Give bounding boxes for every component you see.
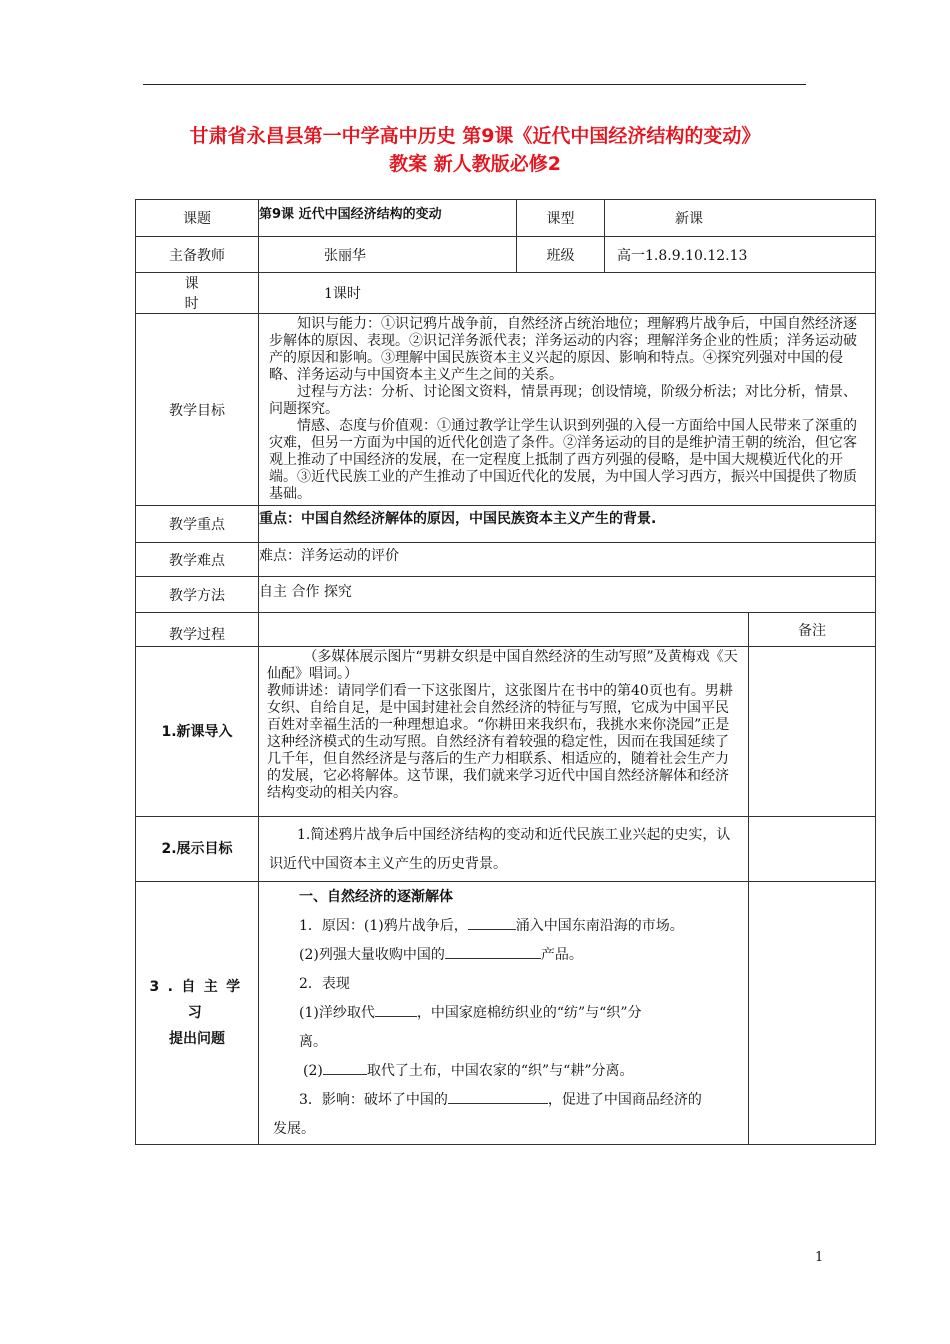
section3-line-4: (1)洋纱取代 ，中国家庭棉纺织业的“纺”与“织”分 [271,999,740,1028]
focus-label: 教学重点 [136,506,259,543]
section2-content [259,817,749,882]
method-label: 教学方法 [136,577,259,613]
type-value: 新课 [605,200,876,237]
section1-row [136,647,876,817]
section3-label [136,882,259,1145]
goals-content [259,314,876,506]
process-row [136,613,876,647]
section2-label: 2.展示目标 [136,817,259,882]
fill-blank-2[interactable] [445,944,541,959]
hours-row [136,273,876,314]
difficulty-label: 教学难点 [136,543,259,577]
teacher-value: 张丽华 [259,237,517,273]
section3-label-line2: 提出问题 [169,1031,225,1047]
fill-blank-3[interactable] [375,1002,417,1017]
hours-label: 课 时 [136,273,259,314]
section3-line-3: 2．表现 [299,976,350,992]
section1-media: （多媒体展示图片“男耕女织是中国自然经济的生动写照”及黄梅戏《天仙配》唱词。） [267,649,738,682]
fill-blank-4[interactable] [323,1060,367,1075]
method-row [136,577,876,613]
section1-notes [749,647,876,817]
title-line-2: 教案 新人教版必修2 [389,153,561,175]
section3-notes [749,882,876,1145]
section3-line-5: 离。 [299,1034,327,1050]
section2-row [136,817,876,882]
section1-label: 1.新课导入 [136,647,259,817]
hours-value: 1课时 [259,273,876,314]
process-label: 教学过程 [136,613,259,647]
section3-content [259,882,749,1145]
goals-values: 情感、态度与价值观：①通过教学让学生认识到列强的入侵一方面给中国人民带来了深重的灾难，但另一方面为中国的近代化创造了条件。②洋务运动的目的是维护清王朝的统治，但它客观上推动了中国经济的发展，在一定程度上抵制了西方列强的侵略，是中国大规模近代化的开端。③近代民族工业的产生推动了中国近代化的发展，为中国人学习西方，振兴中国提供了物质基础。 [269,418,857,502]
section3-heading: 一、自然经济的逐渐解体 [299,889,453,905]
lesson-plan-table [135,199,876,1145]
page-number: 1 [815,1250,824,1265]
difficulty-value: 难点：洋务运动的评价 [259,543,876,577]
goals-process: 过程与方法：分析、讨论图文资料，情景再现；创设情境，阶级分析法；对比分析，情景、问题探究。 [269,384,857,417]
difficulty-row [136,543,876,577]
notes-label: 备注 [749,613,876,647]
class-value: 高一1.8.9.10.12.13 [605,237,876,273]
section3-line-1: 1．原因：(1)鸦片战争后， 涌入中国东南沿海的市场。 [271,912,740,941]
focus-row [136,506,876,543]
teacher-row [136,237,876,273]
section1-content [259,647,749,817]
topic-value: 第9课 近代中国经济结构的变动 [259,200,517,237]
section1-narration: 教师讲述：请同学们看一下这张图片，这张图片在书中的第40页也有。男耕女织、自给自足，是中国封建社会自然经济的特征与写照，它成为中国平民百姓对幸福生活的一种理想追求。“你耕田来我织布，我挑水来你浇园”正是这种经济模式的生动写照。自然经济有着较强的稳定性，因而在我国延续了几千年，但自然经济是与落后的生产力相联系、相适应的，随着社会生产力的发展，它必将解体。这节课，我们就来学习近代中国自然经济解体和经济结构变动的相关内容。 [267,683,733,801]
header-rule [143,84,806,85]
section3-line-6: (2) 取代了土布，中国农家的“织”与“耕”分离。 [271,1057,740,1086]
goals-knowledge: 知识与能力：①识记鸦片战争前，自然经济占统治地位；理解鸦片战争后，中国自然经济逐步解体的原因、表现。②识记洋务派代表；洋务运动的内容；理解洋务企业的性质；洋务运动破产的原因和影响。③理解中国民族资本主义兴起的原因、影响和特点。④探究列强对中国的侵略、洋务运动与中国资本主义产生之间的关系。 [269,316,857,383]
title-line-1: 甘肃省永昌县第一中学高中历史 第9课《近代中国经济结构的变动》 [189,125,761,147]
section3-label-line1: 3.自主学习 [149,979,249,1021]
goals-row [136,314,876,506]
section3-line-7: 3．影响：破坏了中国的 ，促进了中国商品经济的 [271,1086,740,1115]
focus-value: 重点：中国自然经济解体的原因，中国民族资本主义产生的背景. [259,506,876,543]
section3-row [136,882,876,1145]
topic-row [136,200,876,237]
fill-blank-5[interactable] [448,1089,548,1104]
goals-label: 教学目标 [136,314,259,506]
class-label: 班级 [517,237,605,273]
fill-blank-1[interactable] [468,915,516,930]
type-label: 课型 [517,200,605,237]
topic-label: 课题 [136,200,259,237]
section2-text: 1.简述鸦片战争后中国经济结构的变动和近代民族工业兴起的史实，认识近代中国资本主义产生的历史背景。 [269,827,731,872]
process-content [259,613,749,647]
document-title [100,122,850,178]
section2-notes [749,817,876,882]
section3-line-2: (2)列强大量收购中国的 产品。 [271,941,740,970]
teacher-label: 主备教师 [136,237,259,273]
section3-line-8: 发展。 [273,1121,315,1137]
method-value: 自主 合作 探究 [259,577,876,613]
